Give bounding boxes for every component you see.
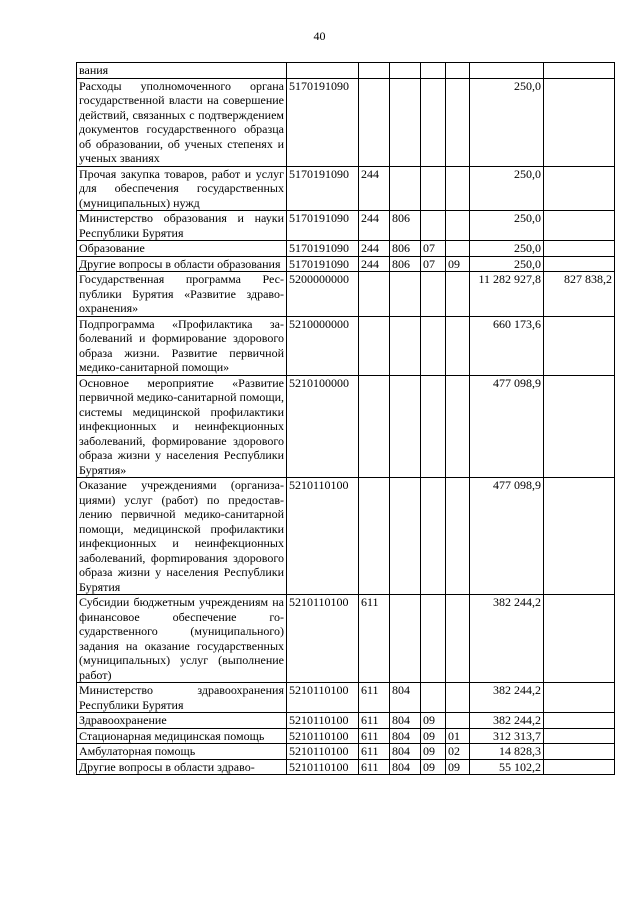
subsection-code-cell: 01	[446, 728, 470, 744]
expense-name-cell: Другие вопросы в области образования	[77, 256, 287, 272]
section-code-cell	[421, 63, 446, 79]
amount-cell: 382 244,2	[470, 683, 544, 713]
subsection-code-cell	[446, 166, 470, 211]
ministry-code-cell	[390, 78, 421, 166]
table-row	[77, 683, 615, 713]
amount-cell: 250,0	[470, 211, 544, 241]
amount-cell	[470, 63, 544, 79]
table-row	[77, 728, 615, 744]
amount-2-cell	[544, 316, 615, 375]
subsection-code-cell	[446, 63, 470, 79]
subsection-code-cell	[446, 478, 470, 595]
page-number: 40	[313, 29, 326, 43]
subsection-code-cell: 09	[446, 759, 470, 775]
table-row	[77, 166, 615, 211]
expense-name-cell: Здравоохранение	[77, 713, 287, 729]
subsection-code-cell	[446, 683, 470, 713]
expense-name-cell: Амбулаторная помощь	[77, 744, 287, 760]
subsection-code-cell	[446, 241, 470, 257]
section-code-cell: 09	[421, 744, 446, 760]
amount-cell: 250,0	[470, 256, 544, 272]
expense-name-cell: Государственная программа Республики Бурятия «Развитие здравоохранения»	[77, 272, 287, 317]
subsection-code-cell: 02	[446, 744, 470, 760]
amount-2-cell	[544, 211, 615, 241]
target-code-cell: 5210110100	[287, 744, 359, 760]
ministry-code-cell	[390, 272, 421, 317]
amount-2-cell	[544, 375, 615, 478]
expense-name-cell: вания	[77, 63, 287, 79]
table-row	[77, 595, 615, 683]
ministry-code-cell: 806	[390, 211, 421, 241]
target-code-cell: 5170191090	[287, 211, 359, 241]
section-code-cell	[421, 166, 446, 211]
amount-cell: 477 098,9	[470, 478, 544, 595]
section-code-cell: 09	[421, 728, 446, 744]
table-row	[77, 375, 615, 478]
ministry-code-cell: 804	[390, 759, 421, 775]
target-code-cell: 5170191090	[287, 166, 359, 211]
amount-cell: 660 173,6	[470, 316, 544, 375]
amount-2-cell	[544, 256, 615, 272]
budget-table-body	[77, 63, 615, 775]
subsection-code-cell	[446, 316, 470, 375]
table-row	[77, 713, 615, 729]
expense-type-cell	[359, 78, 390, 166]
table-row	[77, 211, 615, 241]
section-code-cell	[421, 272, 446, 317]
ministry-code-cell: 804	[390, 713, 421, 729]
target-code-cell: 5210000000	[287, 316, 359, 375]
table-row	[77, 63, 615, 79]
expense-type-cell	[359, 316, 390, 375]
expense-name-cell: Стационарная медицинская помощь	[77, 728, 287, 744]
amount-2-cell	[544, 759, 615, 775]
ministry-code-cell: 804	[390, 683, 421, 713]
amount-cell: 14 828,3	[470, 744, 544, 760]
expense-type-cell	[359, 375, 390, 478]
target-code-cell: 5210110100	[287, 713, 359, 729]
subsection-code-cell	[446, 78, 470, 166]
ministry-code-cell: 804	[390, 728, 421, 744]
amount-cell: 55 102,2	[470, 759, 544, 775]
target-code-cell: 5210110100	[287, 683, 359, 713]
amount-2-cell	[544, 713, 615, 729]
expense-name-cell: Образование	[77, 241, 287, 257]
target-code-cell: 5210100000	[287, 375, 359, 478]
amount-cell: 250,0	[470, 166, 544, 211]
target-code-cell: 5210110100	[287, 595, 359, 683]
expense-name-cell: Оказание учреждениями (организациями) услуг (работ) по предоставлению первичной медико-санитарной помощи, медицинской профилактики инфекционных и неинфекционных заболеваний, форmирования здорового образа жизни у населения Республики Бурятия	[77, 478, 287, 595]
table-row	[77, 478, 615, 595]
table-row	[77, 256, 615, 272]
section-code-cell	[421, 595, 446, 683]
expense-type-cell: 611	[359, 713, 390, 729]
section-code-cell: 07	[421, 256, 446, 272]
expense-type-cell: 611	[359, 728, 390, 744]
ministry-code-cell: 806	[390, 256, 421, 272]
amount-2-cell	[544, 683, 615, 713]
section-code-cell	[421, 478, 446, 595]
expense-type-cell	[359, 272, 390, 317]
ministry-code-cell	[390, 166, 421, 211]
ministry-code-cell	[390, 375, 421, 478]
amount-2-cell	[544, 728, 615, 744]
table-row	[77, 316, 615, 375]
target-code-cell	[287, 63, 359, 79]
section-code-cell	[421, 211, 446, 241]
expense-name-cell: Министерство здравоохранения Республики Бурятия	[77, 683, 287, 713]
target-code-cell: 5210110100	[287, 478, 359, 595]
section-code-cell	[421, 316, 446, 375]
target-code-cell: 5170191090	[287, 256, 359, 272]
expense-name-cell: Субсидии бюджетным учреждениям на финансовое обеспечение государственного (муниципального) задания на оказание государственных (муниципальных) услуг (выполнение работ)	[77, 595, 287, 683]
table-row	[77, 78, 615, 166]
subsection-code-cell	[446, 375, 470, 478]
expense-type-cell	[359, 63, 390, 79]
amount-2-cell: 827 838,2	[544, 272, 615, 317]
target-code-cell: 5170191090	[287, 241, 359, 257]
table-row	[77, 241, 615, 257]
section-code-cell: 09	[421, 759, 446, 775]
budget-table	[76, 62, 615, 775]
target-code-cell: 5210110100	[287, 759, 359, 775]
expense-name-cell: Основное мероприятие «Развитие первичной медико-санитарной помощи, системы медицинской профилактики инфекционных и неинфекционных заболеваний, формирование здорового образа жизни у населения Республики Бурятия»	[77, 375, 287, 478]
expense-name-cell: Подпрограмма «Профилактика заболеваний и формирование здорового образа жизни. Развитие первичной медико-санитарной помощи»	[77, 316, 287, 375]
subsection-code-cell	[446, 713, 470, 729]
expense-type-cell: 611	[359, 595, 390, 683]
expense-type-cell: 244	[359, 256, 390, 272]
amount-cell: 250,0	[470, 241, 544, 257]
amount-2-cell	[544, 478, 615, 595]
section-code-cell: 07	[421, 241, 446, 257]
subsection-code-cell	[446, 595, 470, 683]
amount-2-cell	[544, 241, 615, 257]
ministry-code-cell	[390, 595, 421, 683]
amount-2-cell	[544, 595, 615, 683]
amount-cell: 382 244,2	[470, 713, 544, 729]
amount-cell: 477 098,9	[470, 375, 544, 478]
ministry-code-cell	[390, 63, 421, 79]
expense-type-cell: 244	[359, 211, 390, 241]
ministry-code-cell: 804	[390, 744, 421, 760]
section-code-cell	[421, 375, 446, 478]
expense-type-cell: 611	[359, 683, 390, 713]
expense-type-cell	[359, 478, 390, 595]
section-code-cell: 09	[421, 713, 446, 729]
expense-name-cell: Министерство образования и науки Республики Бурятия	[77, 211, 287, 241]
table-row	[77, 759, 615, 775]
subsection-code-cell: 09	[446, 256, 470, 272]
amount-2-cell	[544, 744, 615, 760]
amount-cell: 250,0	[470, 78, 544, 166]
amount-cell: 382 244,2	[470, 595, 544, 683]
expense-name-cell: Расходы уполномоченного органа государственной власти на совершение действий, связанных с подтверждением документов государственного образца об образовании, об ученых степенях и ученых званиях	[77, 78, 287, 166]
expense-type-cell: 611	[359, 759, 390, 775]
amount-2-cell	[544, 78, 615, 166]
expense-type-cell: 244	[359, 166, 390, 211]
subsection-code-cell	[446, 211, 470, 241]
expense-type-cell: 244	[359, 241, 390, 257]
target-code-cell: 5200000000	[287, 272, 359, 317]
ministry-code-cell: 806	[390, 241, 421, 257]
amount-2-cell	[544, 63, 615, 79]
target-code-cell: 5170191090	[287, 78, 359, 166]
expense-type-cell: 611	[359, 744, 390, 760]
target-code-cell: 5210110100	[287, 728, 359, 744]
ministry-code-cell	[390, 316, 421, 375]
amount-2-cell	[544, 166, 615, 211]
amount-cell: 312 313,7	[470, 728, 544, 744]
amount-cell: 11 282 927,8	[470, 272, 544, 317]
subsection-code-cell	[446, 272, 470, 317]
section-code-cell	[421, 78, 446, 166]
expense-name-cell: Прочая закупка товаров, работ и услуг для обеспечения государственных (муниципальных) нужд	[77, 166, 287, 211]
table-row	[77, 272, 615, 317]
table-row	[77, 744, 615, 760]
section-code-cell	[421, 683, 446, 713]
expense-name-cell: Другие вопросы в области здраво-	[77, 759, 287, 775]
ministry-code-cell	[390, 478, 421, 595]
